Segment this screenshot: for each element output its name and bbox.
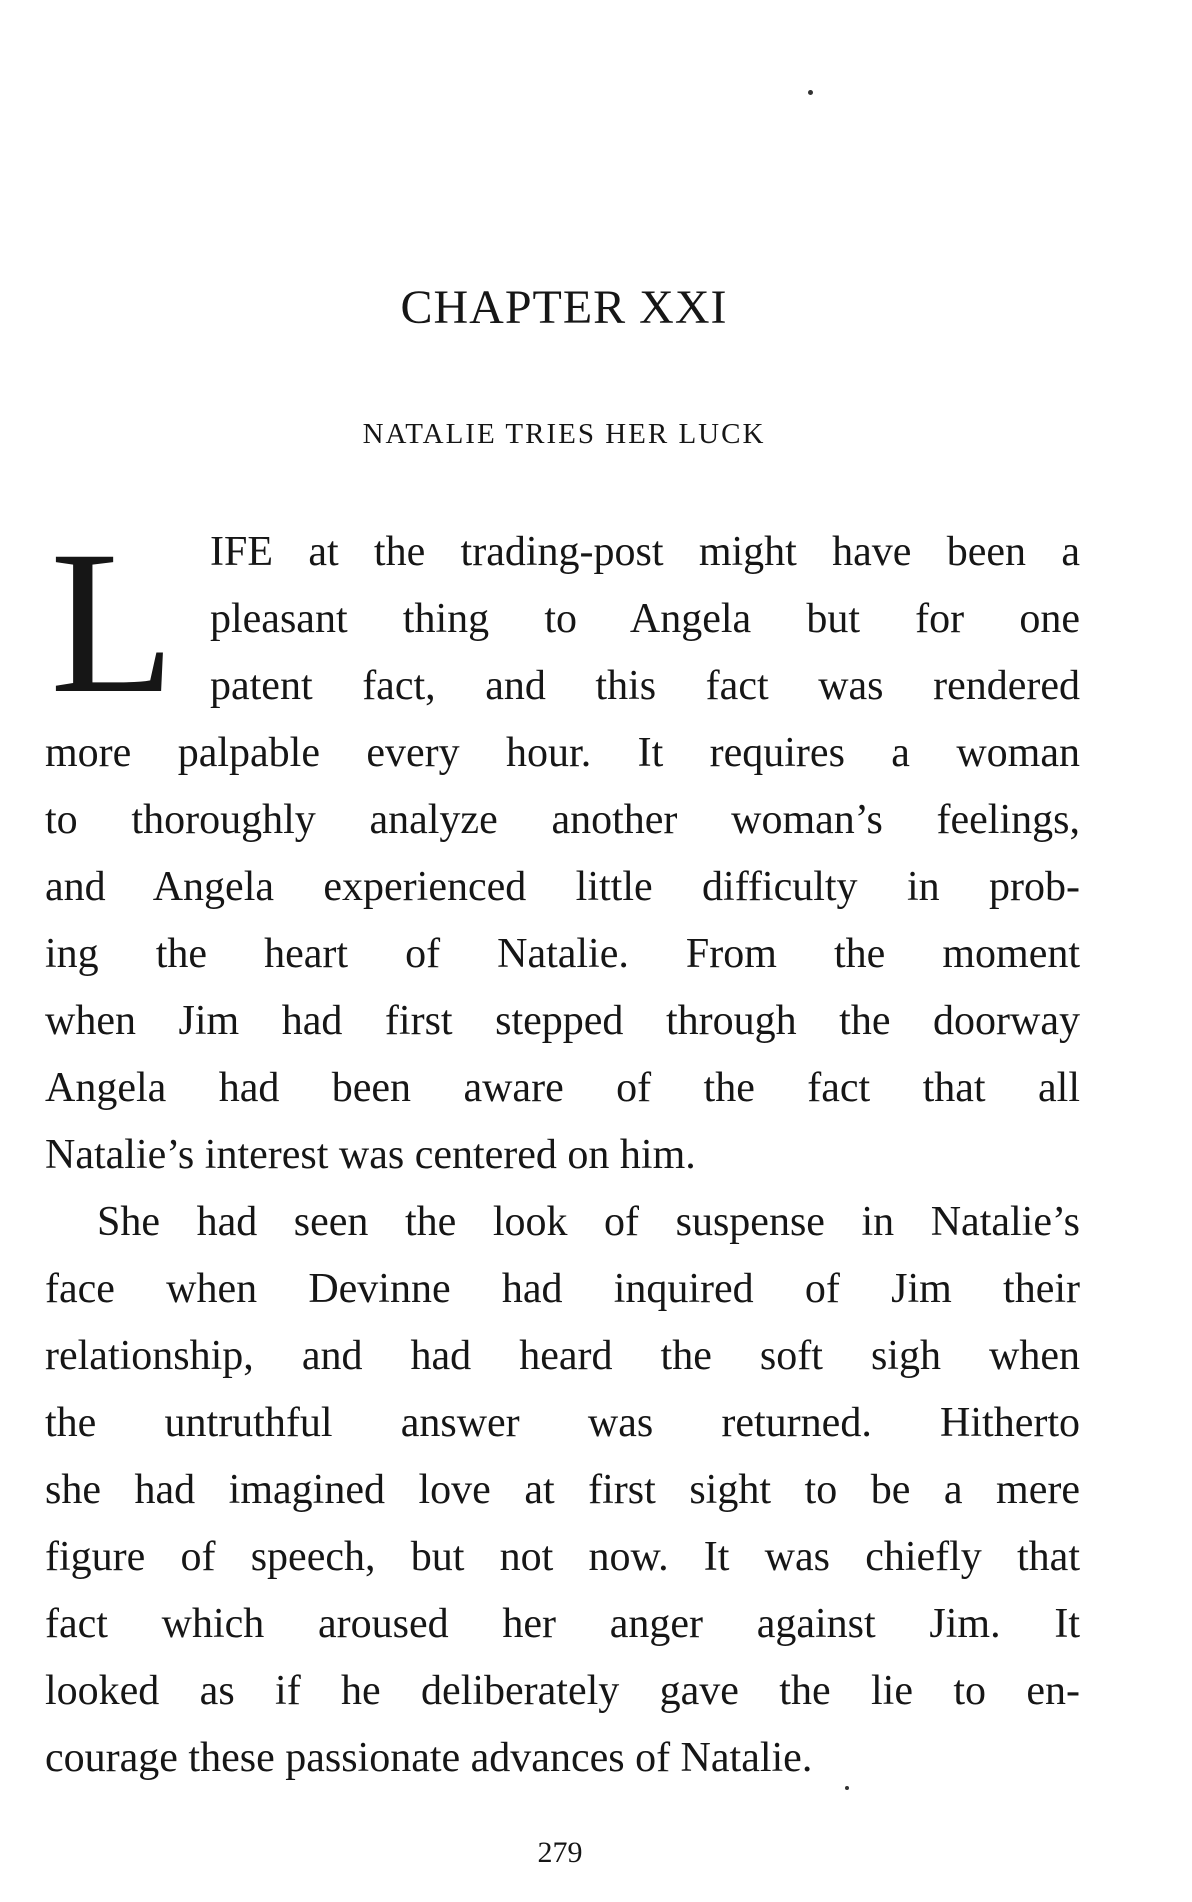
page-number: 279 <box>537 1836 583 1869</box>
drop-cap: L <box>50 509 176 736</box>
body-text <box>45 509 1080 1792</box>
text-line: fact which aroused her anger against Jim. It <box>45 1601 1080 1647</box>
text-line: Angela had been aware of the fact that all <box>45 1065 1080 1111</box>
text-line: patent fact, and this fact was rendered <box>210 663 1080 709</box>
text-line: face when Devinne had inquired of Jim their <box>45 1266 1080 1312</box>
chapter-subtitle: NATALIE TRIES HER LUCK <box>362 418 766 450</box>
scan-speck <box>808 90 813 95</box>
text-line: looked as if he deliberately gave the lie to en- <box>45 1668 1080 1714</box>
text-line: ing the heart of Natalie. From the moment <box>45 931 1080 977</box>
text-line: relationship, and had heard the soft sigh when <box>45 1333 1080 1379</box>
text-line: the untruthful answer was returned. Hitherto <box>45 1400 1080 1446</box>
text-line: Natalie’s interest was centered on him. <box>45 1132 696 1178</box>
text-line: She had seen the look of suspense in Natalie’s <box>97 1199 1080 1245</box>
chapter-title: CHAPTER XXI <box>400 281 728 334</box>
text-line: figure of speech, but not now. It was chiefly that <box>45 1534 1080 1580</box>
text-line: more palpable every hour. It requires a woman <box>45 730 1080 776</box>
text-line: she had imagined love at first sight to be a mere <box>45 1467 1080 1513</box>
text-line: pleasant thing to Angela but for one <box>210 596 1080 642</box>
text-line: IFE at the trading-post might have been a <box>210 529 1080 575</box>
text-line: and Angela experienced little difficulty in prob- <box>45 864 1080 910</box>
scan-speck <box>845 1786 849 1790</box>
text-line: when Jim had first stepped through the doorway <box>45 998 1080 1044</box>
text-line: courage these passionate advances of Natalie. <box>45 1735 813 1781</box>
text-line: to thoroughly analyze another woman’s feelings, <box>45 797 1080 843</box>
